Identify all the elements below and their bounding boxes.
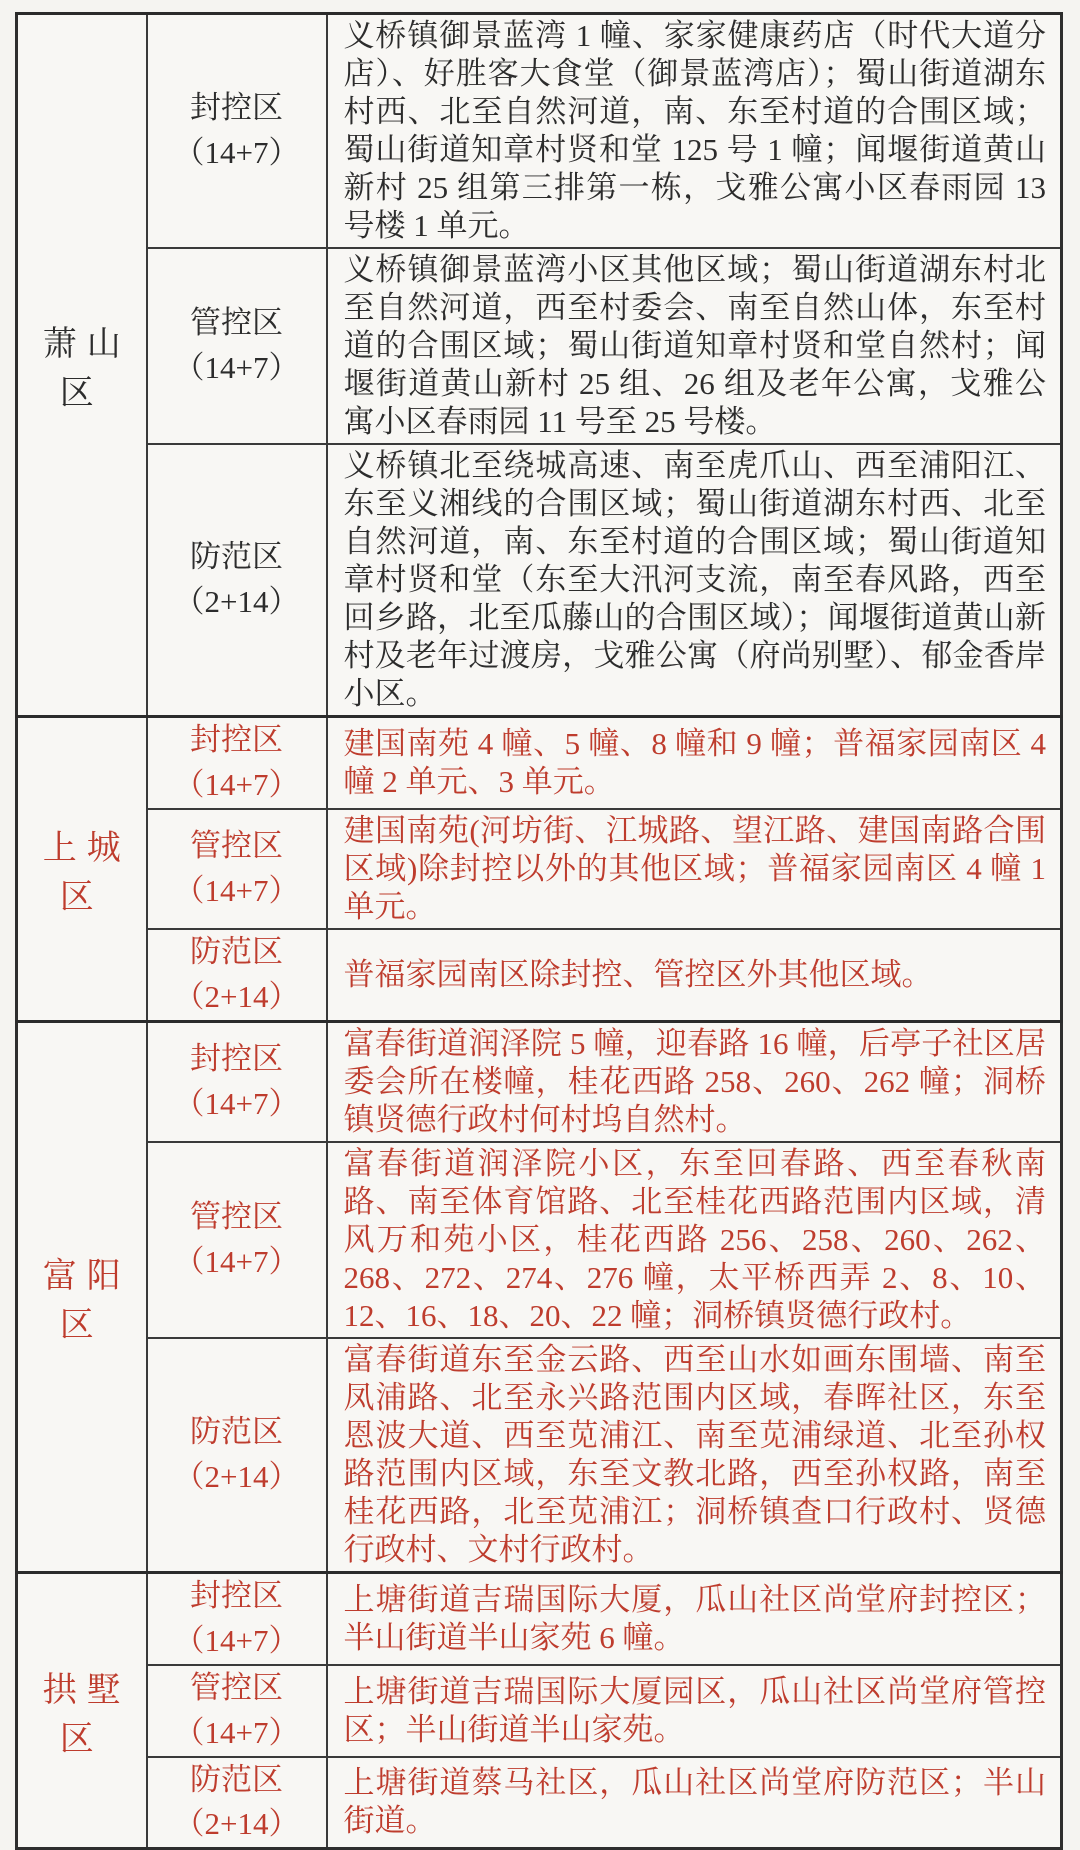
- zone-type-cell: [147, 248, 327, 444]
- district-cell: 萧山区: [17, 14, 147, 717]
- zone-areas-text: 建国南苑(河坊街、江城路、望江路、建国南路合围区域)除封控以外的其他区域；普福家园南区 4 幢 1 单元。: [327, 809, 1062, 929]
- zone-type-cell: [147, 1338, 327, 1573]
- table-row: [17, 809, 1062, 929]
- zone-type-label: 管控区: [190, 1198, 283, 1234]
- zone-type-label: 管控区: [190, 827, 283, 863]
- table-row: [17, 929, 1062, 1021]
- zone-type-cell: [147, 809, 327, 929]
- table-row: [17, 1665, 1062, 1757]
- zone-areas-text: 富春街道润泽院 5 幢，迎春路 16 幢，后亭子社区居委会所在楼幢，桂花西路 258、260、262 幢；洞桥镇贤德行政村何村坞自然村。: [327, 1021, 1062, 1142]
- table-row: [17, 1142, 1062, 1338]
- table-row: [17, 1572, 1062, 1664]
- table-row: [17, 444, 1062, 717]
- zone-period-label: （2+14）: [173, 1458, 300, 1494]
- zone-type-label: 封控区: [190, 1040, 283, 1076]
- table-row: [17, 1338, 1062, 1573]
- zone-areas-text: 上塘街道吉瑞国际大厦园区，瓜山社区尚堂府管控区；半山街道半山家苑。: [327, 1665, 1062, 1757]
- district-section-shangcheng: [17, 717, 1062, 1022]
- zone-period-label: （14+7）: [173, 1243, 300, 1279]
- zone-period-label: （2+14）: [173, 1806, 300, 1842]
- zone-period-label: （14+7）: [173, 350, 300, 385]
- zone-type-cell: [147, 14, 327, 249]
- zone-type-label: 封控区: [190, 722, 283, 757]
- zone-type-label: 防范区: [190, 933, 283, 969]
- zone-type-cell: [147, 444, 327, 717]
- zone-type-cell: [147, 1142, 327, 1338]
- table-row: [17, 717, 1062, 809]
- zone-type-cell: [147, 1572, 327, 1664]
- district-cell: 富阳区: [17, 1021, 147, 1572]
- zone-period-label: （14+7）: [173, 1714, 300, 1750]
- zone-areas-text: 普福家园南区除封控、管控区外其他区域。: [327, 929, 1062, 1021]
- zone-type-cell: [147, 1665, 327, 1757]
- zone-areas-text: 建国南苑 4 幢、5 幢、8 幢和 9 幢；普福家园南区 4 幢 2 单元、3 单元。: [327, 717, 1062, 809]
- district-section-gongshu: [17, 1572, 1062, 1849]
- zone-period-label: （14+7）: [173, 1622, 300, 1658]
- zone-type-label: 管控区: [190, 305, 283, 341]
- zone-period-label: （2+14）: [173, 584, 300, 619]
- zone-period-label: （14+7）: [173, 135, 300, 170]
- zone-type-label: 管控区: [190, 1669, 283, 1705]
- table-row: [17, 248, 1062, 444]
- zone-period-label: （14+7）: [173, 766, 300, 802]
- table-row: [17, 1757, 1062, 1849]
- zone-areas-text: 义桥镇御景蓝湾 1 幢、家家健康药店（时代大道分店）、好胜客大食堂（御景蓝湾店）；蜀山街道湖东村西、北至自然河道，南、东至村道的合围区域；蜀山街道知章村贤和堂 125 号 1 幢；闻堰街道黄山新村 25 组第三排第一栋，戈雅公寓小区春雨园 13 号楼 1 单元。: [327, 14, 1062, 249]
- district-section-fuyang: [17, 1021, 1062, 1572]
- zone-period-label: （14+7）: [173, 872, 300, 908]
- district-cell: 拱墅区: [17, 1572, 147, 1849]
- zone-areas-text: 富春街道润泽院小区，东至回春路、西至春秋南路、南至体育馆路、北至桂花西路范围内区域，清风万和苑小区，桂花西路 256、258、260、262、268、272、274、276 幢，太平桥西弄 2、8、10、12、16、18、20、22 幢；洞桥镇贤德行政村。: [327, 1142, 1062, 1338]
- district-cell: 上城区: [17, 717, 147, 1022]
- zone-areas-text: 义桥镇御景蓝湾小区其他区域；蜀山街道湖东村北至自然河道，西至村委会、南至自然山体，东至村道的合围区域；蜀山街道知章村贤和堂自然村；闻堰街道黄山新村 25 组、26 组及老年公寓，戈雅公寓小区春雨园 11 号至 25 号楼。: [327, 248, 1062, 444]
- zone-type-label: 防范区: [190, 1413, 283, 1449]
- zone-type-label: 防范区: [190, 539, 283, 575]
- zone-areas-text: 上塘街道蔡马社区，瓜山社区尚堂府防范区；半山街道。: [327, 1757, 1062, 1849]
- zone-areas-text: 上塘街道吉瑞国际大厦，瓜山社区尚堂府封控区；半山街道半山家苑 6 幢。: [327, 1572, 1062, 1664]
- table-row: [17, 14, 1062, 249]
- zone-period-label: （14+7）: [173, 1085, 300, 1121]
- zone-areas-text: 义桥镇北至绕城高速、南至虎爪山、西至浦阳江、东至义湘线的合围区域；蜀山街道湖东村西、北至自然河道，南、东至村道的合围区域；蜀山街道知章村贤和堂（东至大汛河支流，南至春风路，西至回乡路，北至瓜藤山的合围区域）；闻堰街道黄山新村及老年过渡房，戈雅公寓（府尚别墅）、郁金香岸小区。: [327, 444, 1062, 717]
- zone-type-label: 封控区: [190, 90, 283, 126]
- zone-type-cell: [147, 1021, 327, 1142]
- control-zones-table: [15, 12, 1063, 1850]
- district-section-xiaoshan: [17, 14, 1062, 717]
- zone-type-cell: [147, 929, 327, 1021]
- table-row: [17, 1021, 1062, 1142]
- zone-type-label: 防范区: [190, 1761, 283, 1797]
- zone-type-cell: [147, 717, 327, 809]
- zone-areas-text: 富春街道东至金云路、西至山水如画东围墙、南至凤浦路、北至永兴路范围内区域，春晖社区，东至恩波大道、西至苋浦江、南至苋浦绿道、北至孙权路范围内区域，东至文教北路，西至孙权路，南至桂花西路，北至苋浦江；洞桥镇查口行政村、贤德行政村、文村行政村。: [327, 1338, 1062, 1573]
- zone-type-label: 封控区: [190, 1577, 283, 1613]
- zone-type-cell: [147, 1757, 327, 1849]
- zone-period-label: （2+14）: [173, 978, 300, 1014]
